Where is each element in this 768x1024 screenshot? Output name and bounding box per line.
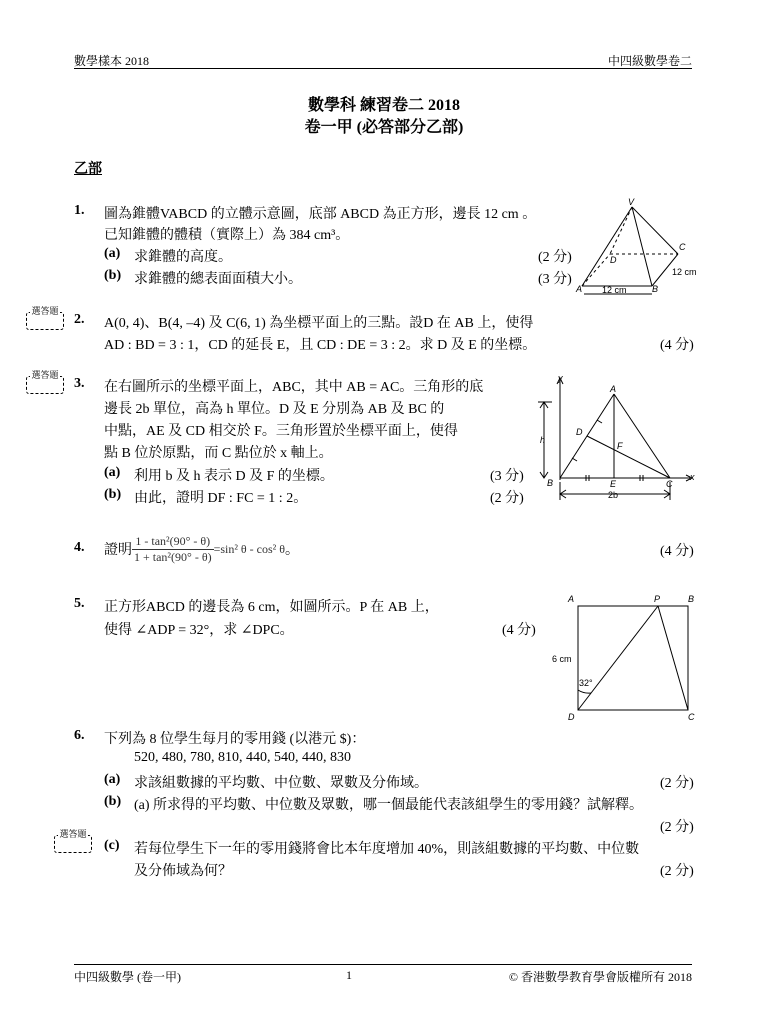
sq-label-p: P — [654, 594, 661, 604]
tri-label-d: D — [576, 427, 583, 437]
sq-label-c: C — [688, 712, 695, 722]
tri-label-a: A — [610, 384, 617, 394]
triangle-diagram — [532, 372, 702, 504]
q4-number: 4. — [74, 540, 85, 555]
q3-optional-tag: 選答題 — [26, 376, 64, 394]
q4-rhs: =sin² θ - cos² θ — [213, 541, 286, 556]
q3-b-label: (b) — [104, 487, 122, 502]
sq-label-a: A — [568, 594, 575, 604]
q2-marks: (4 分) — [660, 338, 694, 353]
q1-line1: 圖為錐體VABCD 的立體示意圖，底部 ABCD 為正方形，邊長 12 cm 。 — [104, 207, 537, 222]
header-left: 數學樣本 2018 — [74, 54, 150, 68]
q6-a-text: 求該組數據的平均數、中位數、眾數及分佈域。 — [134, 776, 428, 791]
q3-line2: 邊長 2b 單位，高為 h 單位。D 及 E 分別為 AB 及 BC 的 — [104, 402, 445, 417]
pyr-label-c: C — [679, 242, 686, 252]
q4-fraction — [132, 534, 214, 565]
footer-rule — [74, 964, 692, 965]
q4-marks: (4 分) — [660, 544, 694, 559]
q2-line1: A(0, 4)、B(4, –4) 及 C(6, 1) 為坐標平面上的三點。設D 在 AB 上，使得 — [104, 316, 534, 331]
q2-optional-tag: 選答題 — [26, 312, 64, 330]
q6-line1: 下列為 8 位學生每月的零用錢 (以港元 $)： — [104, 732, 366, 747]
section-label: 乙部 — [74, 162, 102, 177]
q5-line2: 使得 ∠ADP = 32°，求 ∠DPC。 — [104, 623, 294, 638]
page-title: 數學科 練習卷二 2018 — [307, 97, 460, 114]
tri-label-f: F — [617, 441, 623, 451]
q6-c-line1: 若每位學生下一年的零用錢將會比本年度增加 40%，則該組數據的平均數、中位數 — [134, 842, 640, 857]
q3-a-marks: (3 分) — [490, 469, 524, 484]
square-diagram — [548, 590, 704, 724]
tri-label-e: E — [610, 479, 617, 489]
header-right: 中四級數學卷二 — [607, 54, 692, 68]
q1-line2: 已知錐體的體積（實際上）為 384 cm³。 — [104, 228, 350, 243]
q1-a-text: 求錐體的高度。 — [134, 250, 232, 265]
tri-axis-y: y — [558, 373, 563, 383]
tri-label-b: B — [547, 478, 554, 488]
q6-c-line2: 及分佈域為何？ — [134, 864, 232, 879]
page-number: 1 — [346, 968, 352, 982]
tri-label-c: C — [666, 479, 673, 489]
q4-prefix: 證明 — [104, 543, 132, 558]
q6-a-label: (a) — [104, 772, 121, 787]
pyr-label-d: D — [610, 255, 617, 265]
q3-line1: 在右圖所示的坐標平面上，ABC，其中 AB = AC。三角形的底 — [104, 380, 484, 395]
q3-a-text: 利用 b 及 h 表示 D 及 F 的坐標。 — [134, 469, 334, 484]
q6c-optional-tag: 選答題 — [54, 835, 92, 853]
footer-left: 中四級數學 (卷一甲) — [74, 970, 181, 984]
tri-axis-x: x — [690, 472, 695, 482]
page-subtitle: 卷一甲 (必答部分乙部) — [304, 119, 464, 136]
q5-line1: 正方形ABCD 的邊長為 6 cm，如圖所示。P 在 AB 上， — [104, 600, 439, 615]
q3-line4: 點 B 位於原點，而 C 點位於 x 軸上。 — [104, 446, 333, 461]
sq-angle-label: 32° — [579, 678, 593, 688]
q1-a-marks: (2 分) — [538, 250, 572, 265]
q6-b-label: (b) — [104, 794, 122, 809]
q6-c-label: (c) — [104, 838, 120, 853]
header-rule — [74, 68, 692, 69]
q3-b-text: 由此，證明 DF : FC = 1 : 2。 — [134, 491, 308, 506]
pyr-side-bc: 12 cm — [672, 267, 697, 277]
q6-b-text: (a) 所求得的平均數、中位數及眾數，哪一個最能代表該組學生的零用錢？試解釋。 — [134, 798, 644, 813]
q1-a-label: (a) — [104, 246, 121, 261]
sq-label-b: B — [688, 594, 695, 604]
q3-number: 3. — [74, 376, 85, 391]
q3-b-marks: (2 分) — [490, 491, 524, 506]
q1-b-marks: (3 分) — [538, 272, 572, 287]
sq-label-d: D — [568, 712, 575, 722]
q6-number: 6. — [74, 728, 85, 743]
q3-line3: 中點，AE 及 CD 相交於 F。三角形置於坐標平面上，使得 — [104, 424, 458, 439]
q5-number: 5. — [74, 596, 85, 611]
q6-a-marks: (2 分) — [660, 776, 694, 791]
q4-fraction-denominator: 1 + tan²(90° - θ) — [134, 549, 212, 564]
pyr-label-v: V — [628, 197, 635, 207]
tri-label-base: 2b — [608, 490, 619, 500]
q6-data: 520, 480, 780, 810, 440, 540, 440, 830 — [134, 750, 351, 765]
pyramid-diagram — [572, 192, 702, 300]
q5-marks: (4 分) — [502, 623, 536, 638]
q2-number: 2. — [74, 312, 85, 327]
q1-b-text: 求錐體的總表面面積大小。 — [134, 272, 302, 287]
q6-b-marks: (2 分) — [660, 820, 694, 835]
q4-fraction-numerator: 1 - tan²(90° - θ) — [132, 534, 214, 550]
sq-side-label: 6 cm — [552, 654, 572, 664]
q4-suffix: 。 — [285, 543, 300, 558]
footer-right: © 香港數學教育學會版權所有 2018 — [508, 970, 692, 984]
q1-number: 1. — [74, 203, 85, 218]
q6-c-marks: (2 分) — [660, 864, 694, 879]
q2-line2: AD : BD = 3 : 1，CD 的延長 E，且 CD : DE = 3 : 2。求 D 及 E 的坐標。 — [104, 338, 537, 353]
tri-label-h: h — [540, 435, 546, 445]
q4-statement — [104, 530, 299, 568]
pyr-label-a: A — [576, 284, 583, 294]
q3-a-label: (a) — [104, 465, 121, 480]
q1-b-label: (b) — [104, 268, 122, 283]
pyr-side-ab: 12 cm — [602, 285, 627, 295]
pyr-label-b: B — [652, 284, 659, 294]
